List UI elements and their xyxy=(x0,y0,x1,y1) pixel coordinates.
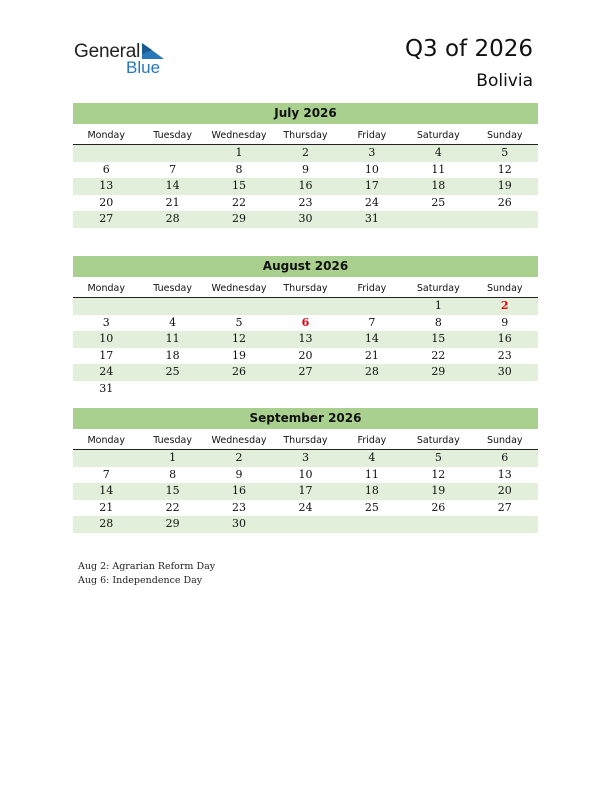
week-row xyxy=(73,178,538,195)
week-row xyxy=(73,381,538,398)
day-cell: 7 xyxy=(102,467,110,481)
day-cell: 2 xyxy=(301,146,309,159)
empty-day-cell xyxy=(139,298,205,315)
weekday-header-row xyxy=(73,280,538,298)
day-cell: 10 xyxy=(364,162,379,176)
day-cell: 14 xyxy=(364,332,379,346)
day-cell: 1 xyxy=(169,451,177,464)
day-cell: 3 xyxy=(102,315,110,329)
day-cell: 21 xyxy=(364,348,379,362)
day-cell: 17 xyxy=(298,484,313,498)
day-cell: 29 xyxy=(232,212,247,226)
empty-day-cell xyxy=(73,450,139,467)
day-cell: 9 xyxy=(501,315,509,329)
day-cell: 16 xyxy=(497,332,512,346)
empty-day-cell xyxy=(405,381,471,398)
day-cell: 6 xyxy=(501,451,509,464)
day-cell: 27 xyxy=(497,500,512,514)
weekday-label: Monday xyxy=(87,283,125,294)
empty-day-cell xyxy=(405,211,471,228)
empty-day-cell xyxy=(206,381,272,398)
day-cell: 2 xyxy=(235,451,243,464)
empty-day-cell xyxy=(472,516,538,533)
day-cell: 23 xyxy=(298,195,313,209)
week-row xyxy=(73,298,538,315)
holiday-notes xyxy=(78,560,215,587)
day-cell: 20 xyxy=(497,484,512,498)
day-cell: 27 xyxy=(298,365,313,379)
day-cell: 15 xyxy=(431,332,446,346)
day-cell: 3 xyxy=(368,146,376,159)
weekday-label: Thursday xyxy=(283,130,328,141)
weekday-label: Friday xyxy=(357,130,387,141)
day-cell: 4 xyxy=(434,146,442,159)
day-cell: 30 xyxy=(497,365,512,379)
day-cell: 31 xyxy=(99,381,114,395)
day-cell: 3 xyxy=(301,451,309,464)
weekday-label: Tuesday xyxy=(153,435,192,446)
week-row xyxy=(73,162,538,179)
weekday-label: Sunday xyxy=(486,435,523,446)
day-cell: 2 xyxy=(500,299,509,312)
empty-day-cell xyxy=(73,298,139,315)
day-cell: 28 xyxy=(364,365,379,379)
weekday-label: Sunday xyxy=(486,283,523,294)
day-cell: 28 xyxy=(99,517,114,531)
day-cell: 13 xyxy=(298,332,313,346)
day-cell: 15 xyxy=(232,179,247,193)
day-cell: 22 xyxy=(232,195,247,209)
week-row xyxy=(73,331,538,348)
week-row xyxy=(73,467,538,484)
day-cell: 11 xyxy=(165,332,180,346)
day-cell: 31 xyxy=(364,212,379,226)
empty-day-cell xyxy=(206,298,272,315)
week-row xyxy=(73,364,538,381)
day-cell: 5 xyxy=(235,315,243,329)
day-cell: 6 xyxy=(102,162,110,176)
weekday-label: Saturday xyxy=(416,130,460,141)
weekday-label: Monday xyxy=(87,435,125,446)
week-row xyxy=(73,195,538,212)
day-cell: 21 xyxy=(165,195,180,209)
month-calendar-september xyxy=(73,408,538,533)
empty-day-cell xyxy=(405,516,471,533)
day-cell: 5 xyxy=(501,146,509,159)
day-cell: 24 xyxy=(99,365,114,379)
day-cell: 4 xyxy=(368,451,376,464)
week-row xyxy=(73,348,538,365)
month-calendar-august xyxy=(73,256,538,398)
day-cell: 26 xyxy=(497,195,512,209)
week-row xyxy=(73,516,538,533)
day-cell: 7 xyxy=(368,315,376,329)
month-title: July 2026 xyxy=(73,103,538,124)
day-cell: 25 xyxy=(165,365,180,379)
weekday-header-row xyxy=(73,432,538,450)
day-cell: 16 xyxy=(232,484,247,498)
week-row xyxy=(73,211,538,228)
day-cell: 23 xyxy=(497,348,512,362)
day-cell: 30 xyxy=(298,212,313,226)
week-row xyxy=(73,450,538,467)
logo-text-blue: Blue xyxy=(126,58,161,77)
empty-day-cell xyxy=(73,145,139,162)
day-cell: 22 xyxy=(431,348,446,362)
day-cell: 24 xyxy=(364,195,379,209)
empty-day-cell xyxy=(139,145,205,162)
month-calendar-july xyxy=(73,103,538,228)
weekday-label: Wednesday xyxy=(211,283,267,294)
day-cell: 12 xyxy=(232,332,247,346)
day-cell: 17 xyxy=(99,348,114,362)
empty-day-cell xyxy=(272,298,338,315)
day-cell: 8 xyxy=(235,162,243,176)
day-cell: 21 xyxy=(99,500,114,514)
day-cell: 9 xyxy=(235,467,243,481)
day-cell: 1 xyxy=(434,299,442,312)
weekday-label: Friday xyxy=(357,435,387,446)
week-row xyxy=(73,145,538,162)
weekday-label: Wednesday xyxy=(211,130,267,141)
empty-day-cell xyxy=(272,381,338,398)
weekday-label: Friday xyxy=(357,283,387,294)
day-cell: 19 xyxy=(497,179,512,193)
month-title: September 2026 xyxy=(73,408,538,429)
empty-day-cell xyxy=(139,381,205,398)
day-cell: 27 xyxy=(99,212,114,226)
day-cell: 12 xyxy=(497,162,512,176)
day-cell: 17 xyxy=(364,179,379,193)
weekday-label: Tuesday xyxy=(153,283,192,294)
weekday-label: Saturday xyxy=(416,283,460,294)
weekday-label: Tuesday xyxy=(153,130,192,141)
logo-flag-icon xyxy=(142,43,164,59)
day-cell: 8 xyxy=(169,467,177,481)
weekday-header-row xyxy=(73,127,538,145)
empty-day-cell xyxy=(339,381,405,398)
day-cell: 11 xyxy=(364,467,379,481)
day-cell: 25 xyxy=(431,195,446,209)
day-cell: 24 xyxy=(298,500,313,514)
week-row xyxy=(73,483,538,500)
day-cell: 7 xyxy=(169,162,177,176)
day-cell: 4 xyxy=(169,315,177,329)
weekday-label: Sunday xyxy=(486,130,523,141)
weekday-label: Monday xyxy=(87,130,125,141)
day-cell: 9 xyxy=(301,162,309,176)
day-cell: 20 xyxy=(99,195,114,209)
month-title: August 2026 xyxy=(73,256,538,277)
day-cell: 13 xyxy=(99,179,114,193)
day-cell: 15 xyxy=(165,484,180,498)
day-cell: 28 xyxy=(165,212,180,226)
empty-day-cell xyxy=(339,516,405,533)
day-cell: 25 xyxy=(364,500,379,514)
day-cell: 18 xyxy=(364,484,379,498)
day-cell: 23 xyxy=(232,500,247,514)
empty-day-cell xyxy=(472,211,538,228)
week-row xyxy=(73,315,538,332)
day-cell: 19 xyxy=(232,348,247,362)
day-cell: 5 xyxy=(434,451,442,464)
day-cell: 20 xyxy=(298,348,313,362)
day-cell: 16 xyxy=(298,179,313,193)
day-cell: 26 xyxy=(431,500,446,514)
empty-day-cell xyxy=(472,381,538,398)
day-cell: 19 xyxy=(431,484,446,498)
weekday-label: Wednesday xyxy=(211,435,267,446)
day-cell: 10 xyxy=(99,332,114,346)
day-cell: 6 xyxy=(301,315,310,329)
holiday-note: Aug 2: Agrarian Reform Day xyxy=(78,561,216,572)
day-cell: 18 xyxy=(165,348,180,362)
day-cell: 14 xyxy=(99,484,114,498)
week-row xyxy=(73,500,538,517)
day-cell: 13 xyxy=(497,467,512,481)
country-name: Bolivia xyxy=(476,71,533,91)
day-cell: 30 xyxy=(232,517,247,531)
day-cell: 22 xyxy=(165,500,180,514)
logo xyxy=(74,40,174,80)
day-cell: 10 xyxy=(298,467,313,481)
quarter-title: Q3 of 2026 xyxy=(404,36,533,62)
weekday-label: Thursday xyxy=(283,435,328,446)
day-cell: 12 xyxy=(431,467,446,481)
day-cell: 14 xyxy=(165,179,180,193)
day-cell: 26 xyxy=(232,365,247,379)
logo-text-general: General xyxy=(74,41,141,62)
day-cell: 1 xyxy=(235,146,243,159)
weekday-label: Saturday xyxy=(416,435,460,446)
empty-day-cell xyxy=(339,298,405,315)
holiday-note: Aug 6: Independence Day xyxy=(78,574,203,586)
day-cell: 8 xyxy=(434,315,442,329)
day-cell: 29 xyxy=(165,517,180,531)
day-cell: 11 xyxy=(431,162,446,176)
day-cell: 29 xyxy=(431,365,446,379)
weekday-label: Thursday xyxy=(283,283,328,294)
day-cell: 18 xyxy=(431,179,446,193)
empty-day-cell xyxy=(272,516,338,533)
